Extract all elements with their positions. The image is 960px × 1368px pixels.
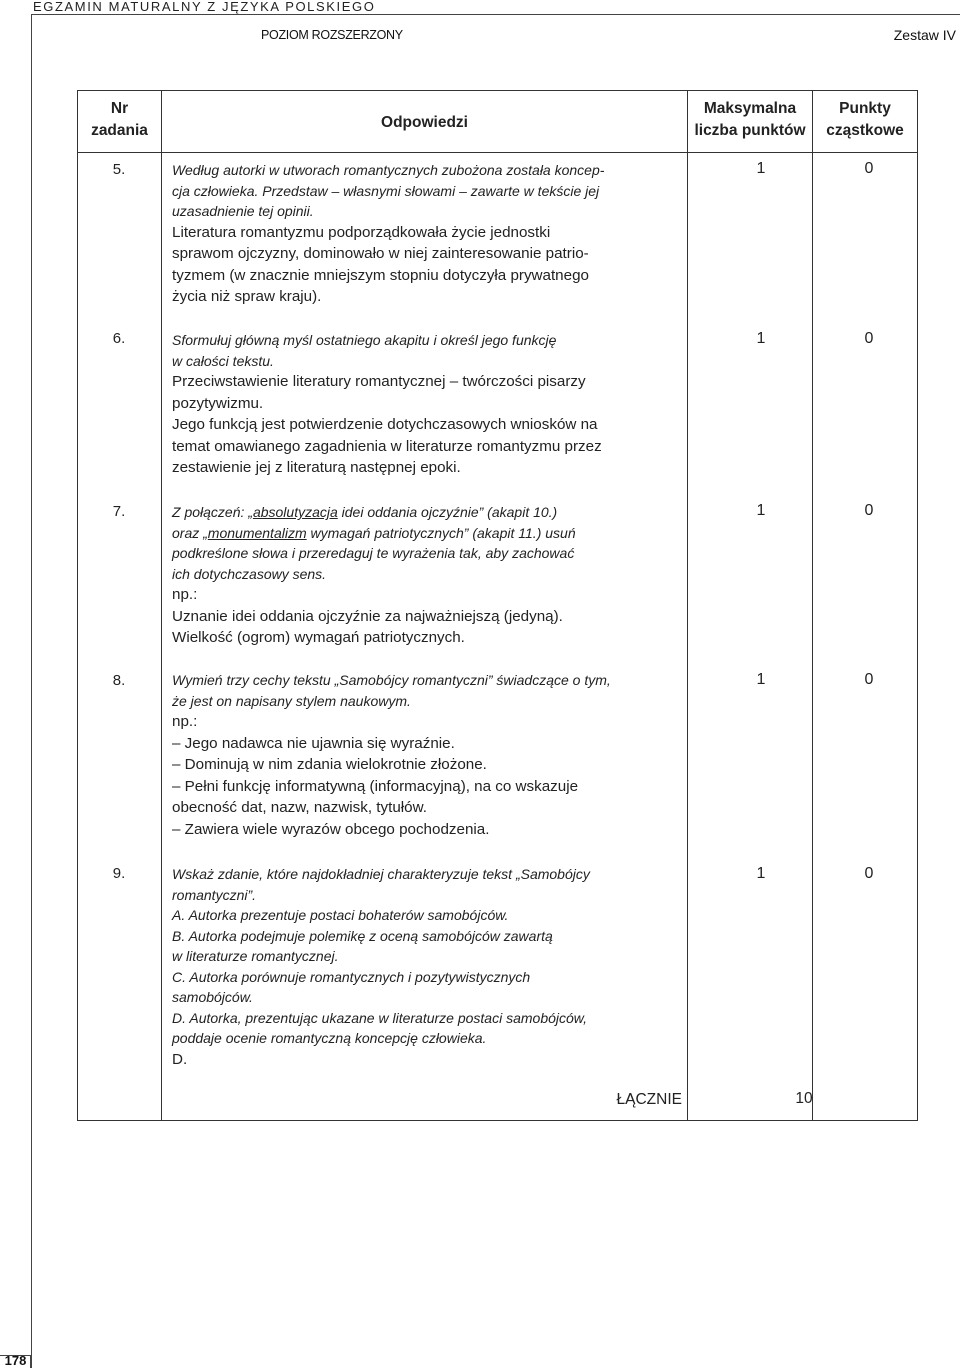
column-divider (812, 90, 813, 1121)
max-points: 1 (756, 330, 766, 347)
task-content (172, 864, 692, 1070)
partial-points: 0 (864, 160, 874, 177)
question-line: A. Autorka prezentuje postaci bohaterów samobójców. (172, 907, 509, 923)
task-number: 8. (112, 672, 126, 689)
column-header-answers: Odpowiedzi (381, 114, 468, 131)
answer-line: – Zawiera wiele wyrazów obcego pochodzenia. (172, 820, 490, 838)
task-number: 6. (112, 330, 126, 347)
answer-line: temat omawianego zagadnienia w literaturze romantyzmu przez (172, 437, 602, 455)
question-text: wymagań patriotycznych” (akapit 11.) usuń (306, 524, 576, 541)
column-divider (161, 90, 162, 1121)
frame-top-rule (31, 14, 960, 15)
question-line: samobójców. (172, 989, 253, 1005)
column-header-max-line1: Maksymalna (703, 100, 797, 117)
question-line: cja człowieka. Przedstaw – własnymi słowami – zawarte w tekście jej (172, 182, 600, 199)
column-header-max-points (688, 98, 812, 142)
question-line: D. Autorka, prezentując ukazane w literaturze postaci samobójców, (172, 1009, 588, 1026)
answer-line: zestawienie jej z literaturą następnej epoki. (172, 459, 461, 476)
question-line: w całości tekstu. (172, 352, 274, 369)
exam-title: EGZAMIN MATURALNY Z JĘZYKA POLSKIEGO (33, 0, 376, 14)
answer-line: – Pełni funkcję informatywną (informacyjną), na co wskazuje (172, 777, 579, 795)
question-line: ich dotychczasowy sens. (172, 565, 327, 582)
task-number: 5. (112, 161, 126, 178)
answer-line: życia niż spraw kraju). (172, 288, 322, 305)
column-header-number-line1: Nr (110, 100, 129, 117)
task-content (172, 670, 692, 840)
total-label: ŁĄCZNIE (616, 1091, 682, 1108)
question-line: C. Autorka porównuje romantycznych i pozytywistycznych (172, 968, 531, 985)
partial-points: 0 (864, 330, 874, 347)
question-line: uzasadnienie tej opinii. (172, 203, 314, 219)
question-text: Z połączeń: „ (172, 504, 253, 520)
question-line: podkreślone słowa i przeredaguj te wyrażenia tak, aby zachować (172, 545, 575, 561)
question-line: Wskaż zdanie, które najdokładniej charakteryzuje tekst „Samobójcy (172, 866, 590, 882)
answer-line: – Jego nadawca nie ujawnia się wyraźnie. (172, 734, 455, 752)
task-number: 9. (112, 865, 126, 882)
header-divider (77, 152, 918, 153)
page-number: 178 (4, 1353, 27, 1368)
underlined-word: monumentalizm (207, 524, 307, 541)
partial-points: 0 (864, 502, 874, 519)
question-line: romantyczni”. (172, 886, 257, 903)
max-points: 1 (756, 671, 766, 688)
column-header-max-line2: liczba punktów (694, 122, 806, 139)
answer-line: Literatura romantyzmu podporządkowała życie jednostki (172, 223, 551, 241)
partial-points: 0 (864, 671, 874, 688)
max-points: 1 (756, 160, 766, 177)
answer-line: tyzmem (w znacznie mniejszym stopniu dotyczyła prywatnego (172, 266, 589, 284)
question-line: Sformułuj główną myśl ostatniego akapitu i określ jego funkcję (172, 332, 557, 348)
task-content (172, 160, 692, 308)
question-line (172, 502, 692, 523)
answer-line: D. (172, 1050, 188, 1068)
question-line (172, 523, 692, 544)
answer-line: sprawom ojczyzny, dominowało w niej zainteresowanie patrio- (172, 245, 589, 262)
column-header-partial-line2: cząstkowe (826, 122, 904, 139)
level-label: POZIOM ROZSZERZONY (261, 28, 403, 42)
column-header-number (78, 98, 161, 142)
answer-line: Wielkość (ogrom) wymagań patriotycznych. (172, 629, 465, 646)
question-text: oraz „ (172, 524, 208, 541)
answer-line: Jego funkcją jest potwierdzenie dotychczasowych wniosków na (172, 416, 598, 433)
total-value: 10 (795, 1090, 813, 1107)
answer-line: np.: (172, 713, 198, 730)
task-number: 7. (112, 503, 126, 520)
question-line: w literaturze romantycznej. (172, 948, 339, 964)
column-header-partial-points (813, 98, 917, 142)
frame-left-rule (31, 14, 32, 1368)
question-text: idei oddania ojczyźnie” (akapit 10.) (337, 504, 558, 520)
question-line: że jest on napisany stylem naukowym. (172, 692, 411, 709)
task-content (172, 330, 692, 479)
answer-line: obecność dat, nazw, nazwisk, tytułów. (172, 799, 427, 816)
set-label: Zestaw IV (893, 27, 956, 43)
answer-line: np.: (172, 586, 198, 603)
underlined-word: absolutyzacja (252, 504, 338, 520)
answer-line: Przeciwstawienie literatury romantycznej – twórczości pisarzy (172, 373, 586, 390)
partial-points: 0 (864, 865, 874, 882)
answer-line: Uznanie idei oddania ojczyźnie za najważniejszą (jedyną). (172, 607, 563, 625)
answer-line: – Dominują w nim zdania wielokrotnie złożone. (172, 756, 487, 773)
max-points: 1 (756, 502, 766, 519)
question-line: poddaje ocenie romantyczną koncepcję człowieka. (172, 1030, 487, 1046)
question-line: B. Autorka podejmuje polemikę z oceną samobójców zawartą (172, 927, 553, 944)
answer-line: pozytywizmu. (172, 394, 264, 412)
question-line: Według autorki w utworach romantycznych zubożona została koncep- (172, 162, 605, 178)
max-points: 1 (756, 865, 766, 882)
question-line: Wymień trzy cechy tekstu „Samobójcy romantyczni” świadczące o tym, (172, 672, 611, 688)
column-header-partial-line1: Punkty (839, 100, 891, 117)
task-content (172, 502, 692, 649)
column-header-number-line2: zadania (91, 122, 148, 139)
